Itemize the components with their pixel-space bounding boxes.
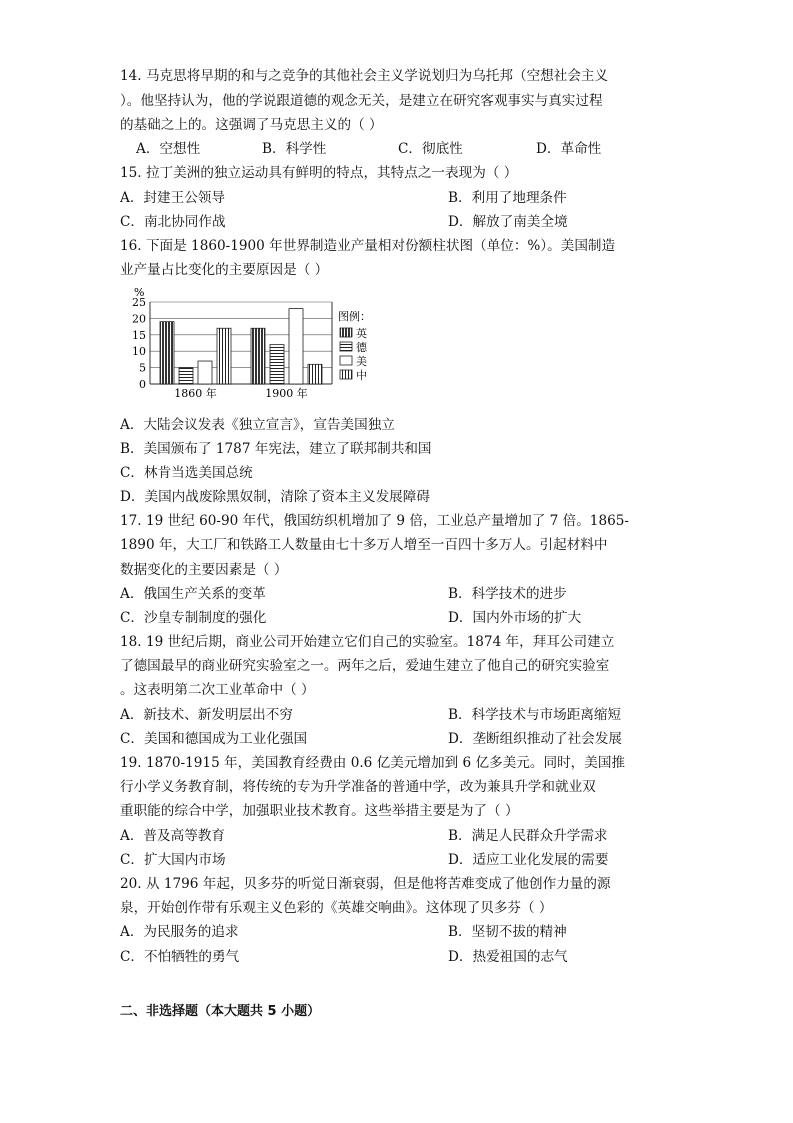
q18-option-a: A．新技术、新发明层出不穷: [120, 707, 293, 723]
q17-line-3: 数据变化的主要因素是（ ）: [120, 562, 288, 578]
legend-label: 中: [356, 369, 367, 382]
legend-swatch: [340, 356, 352, 365]
q15-option-a: A．封建王公领导: [120, 190, 225, 206]
q18-line-3: 。这表明第二次工业革命中（ ）: [120, 682, 315, 698]
q17-option-d: D．国内外市场的扩大: [448, 610, 582, 626]
q14-line-2: ）。他坚持认为，他的学说跟道德的观念无关，是建立在研究客观事实与真实过程: [120, 93, 603, 109]
q17-option-c: C．沙皇专制制度的强化: [120, 610, 267, 626]
x-category-labels: [174, 386, 308, 400]
q19-option-a: A．普及高等教育: [120, 828, 225, 844]
bar-2-1: [251, 328, 265, 384]
q20-option-b: B．坚韧不拔的精神: [448, 924, 567, 940]
legend-title: 图例：: [338, 310, 371, 323]
q19-option-d: D．适应工业化发展的需要: [448, 852, 609, 868]
bar-1-4: [217, 328, 231, 384]
q17-option-a: A．俄国生产关系的变革: [120, 586, 266, 602]
chart-legend: [338, 309, 371, 382]
q16-option-b: B．美国颁布了 1787 年宪法，建立了联邦制共和国: [120, 441, 432, 457]
q19-line-3: 重职能的综合中学，加强职业技术教育。这些举措主要是为了（ ）: [120, 803, 519, 819]
q19-option-b: B．满足人民群众升学需求: [448, 828, 608, 844]
chart-bars: [160, 309, 322, 384]
bar-1-2: [179, 368, 193, 384]
q14-option-d: D．革命性: [536, 141, 602, 157]
q20-line-1: 20. 从 1796 年起，贝多芬的听觉日渐衰弱，但是他将苦难变成了他创作力量的源: [120, 876, 611, 892]
q19-option-c: C．扩大国内市场: [120, 852, 226, 868]
q18-line-1: 18. 19 世纪后期，商业公司开始建立它们自己的实验室。1874 年，拜耳公司建立: [120, 634, 615, 650]
y-tick-labels: [132, 296, 146, 391]
chart-grid: [150, 302, 332, 384]
y-tick-label: 20: [132, 312, 146, 326]
bar-1-3: [198, 361, 212, 384]
q16-option-c: C．林肯当选美国总统: [120, 465, 253, 481]
legend-label: 德: [356, 341, 367, 354]
q16-line-2: 业产量占比变化的主要原因是（ ）: [120, 262, 329, 278]
y-tick-label: 15: [132, 328, 146, 342]
y-unit-label: %: [134, 286, 145, 299]
legend-swatch: [340, 328, 352, 337]
q14-line-3: 的基础之上的。这强调了马克思主义的（ ）: [120, 117, 383, 133]
q14-option-a: A．空想性: [136, 141, 201, 157]
q17-line-1: 17. 19 世纪 60-90 年代，俄国纺织机增加了 9 倍，工业总产量增加了 7 倍。1865-: [120, 513, 630, 529]
q18-option-d: D．垄断组织推动了社会发展: [448, 731, 623, 747]
q15-option-b: B．利用了地理条件: [448, 190, 567, 206]
y-tick-label: 25: [132, 296, 146, 309]
q20-line-2: 泉，开始创作带有乐观主义色彩的《英雄交响曲》。这体现了贝多芬（ ）: [120, 900, 553, 916]
manufacturing-share-chart: [120, 284, 380, 402]
x-category-label: 1900 年: [265, 387, 308, 400]
bar-2-4: [308, 364, 322, 384]
q19-line-2: 行小学义务教育制，将传统的专为升学准备的普通中学，改为兼具升学和就业双: [120, 779, 596, 795]
q14-option-c: C．彻底性: [398, 141, 463, 157]
legend-swatch: [340, 370, 352, 379]
q16-option-a: A．大陆会议发表《独立宣言》，宣告美国独立: [120, 417, 395, 433]
bar-1-1: [160, 322, 174, 384]
section-title: 二、非选择题（本大题共 5 小题）: [120, 1004, 321, 1019]
q17-option-b: B．科学技术的进步: [448, 586, 567, 602]
q15-line-1: 15. 拉丁美洲的独立运动具有鲜明的特点，其特点之一表现为（ ）: [120, 165, 518, 181]
bar-2-2: [270, 345, 284, 384]
q14-line-1: 14. 马克思将早期的和与之竞争的其他社会主义学说划归为乌托邦（空想社会主义: [120, 68, 609, 84]
q15-option-c: C．南北协同作战: [120, 214, 226, 230]
legend-swatch: [340, 342, 352, 351]
q16-option-d: D．美国内战废除黑奴制，清除了资本主义发展障碍: [120, 489, 430, 505]
q16-line-1: 16. 下面是 1860-1900 年世界制造业产量相对份额柱状图（单位：%）。美国制造: [120, 238, 616, 254]
q18-option-b: B．科学技术与市场距离缩短: [448, 707, 622, 723]
q15-option-d: D．解放了南美全境: [448, 214, 568, 230]
x-category-label: 1860 年: [174, 387, 217, 400]
q14-option-b: B．科学性: [262, 141, 327, 157]
q18-option-c: C．美国和德国成为工业化强国: [120, 731, 308, 747]
bar-2-3: [289, 309, 303, 384]
q18-line-2: 了德国最早的商业研究实验室之一。两年之后，爱迪生建立了他自己的研究实验室: [120, 658, 610, 674]
q20-option-a: A．为民服务的追求: [120, 924, 239, 940]
legend-label: 美: [356, 355, 367, 368]
y-tick-label: 0: [139, 378, 146, 391]
q20-option-c: C．不怕牺牲的勇气: [120, 949, 240, 965]
bar-chart-svg: [120, 284, 380, 402]
q20-option-d: D．热爱祖国的志气: [448, 949, 568, 965]
q17-line-2: 1890 年，大工厂和铁路工人数量由七十多万人增至一百四十多万人。引起材料中: [120, 537, 608, 553]
legend-label: 英: [356, 327, 367, 340]
y-tick-label: 5: [139, 361, 146, 375]
y-tick-label: 10: [132, 345, 146, 359]
q19-line-1: 19. 1870-1915 年，美国教育经费由 0.6 亿美元增加到 6 亿多美元。同时，美国推: [120, 755, 626, 771]
